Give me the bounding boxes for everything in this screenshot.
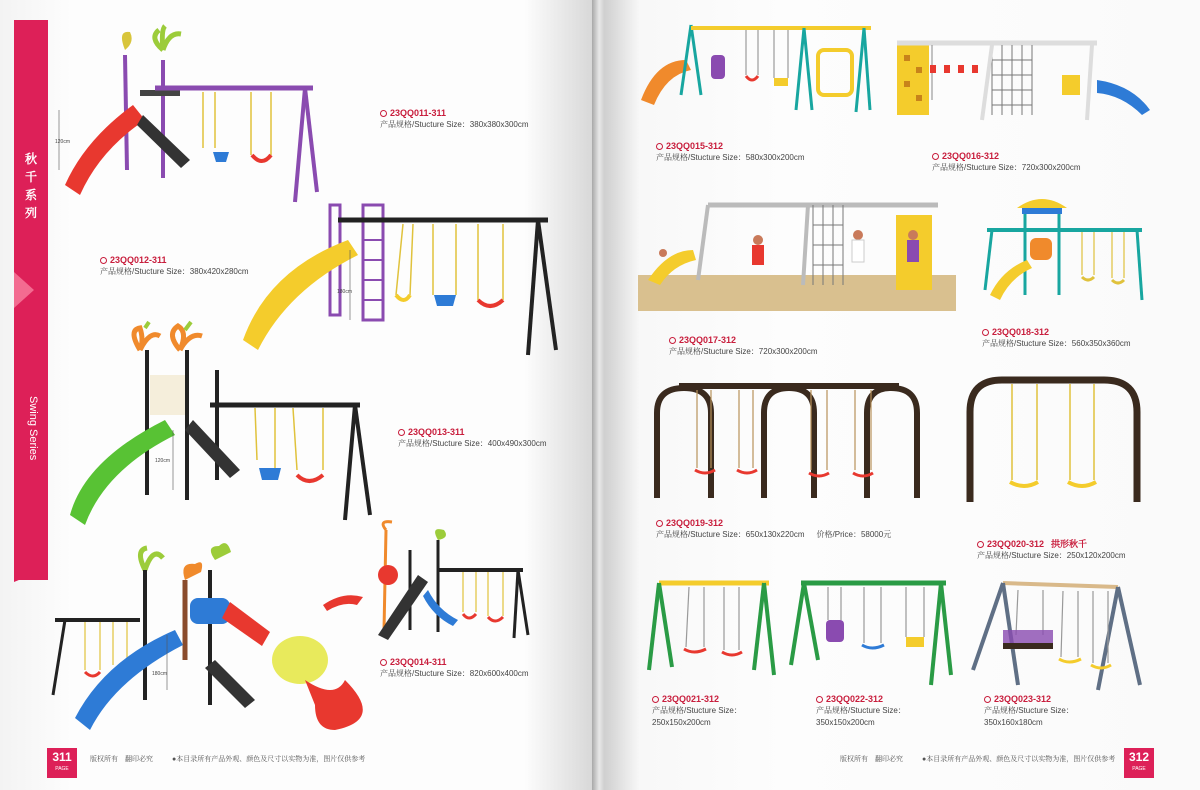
product-021-label: 23QQ021-312 产品规格/Stucture Size： 250x150x200cm <box>652 694 742 727</box>
bullet-icon <box>656 520 663 527</box>
product-015-image <box>636 20 876 120</box>
footer-notice-right: ●本目录所有产品外观、颜色及尺寸以实物为准，图片仅供参考 <box>922 756 1116 763</box>
page-number-left: 311 PAGE <box>47 748 77 778</box>
product-023-image <box>968 575 1148 695</box>
bullet-icon <box>380 110 387 117</box>
bullet-icon <box>398 429 405 436</box>
product-021-image <box>644 575 779 685</box>
product-016-label: 23QQ016-312 产品规格/Stucture Size：720x300x200cm <box>932 151 1081 172</box>
product-023-label: 23QQ023-312 产品规格/Stucture Size： 350x160x180cm <box>984 694 1074 727</box>
product-022-image <box>786 575 956 690</box>
right-page <box>604 0 1200 790</box>
footer-notice-left: ●本目录所有产品外观、颜色及尺寸以实物为准，图片仅供参考 <box>172 756 366 763</box>
dim-label: 180cm <box>152 671 168 677</box>
footer-rights-left: 版权所有 翻印必究 <box>90 756 153 763</box>
product-018-image <box>982 190 1148 305</box>
bullet-icon <box>652 696 659 703</box>
product-013-label: 23QQ013-311 产品规格/Stucture Size：400x490x300cm <box>398 427 547 448</box>
product-019-image <box>649 378 929 503</box>
side-band-arrow <box>14 568 48 582</box>
dim-label: 180cm <box>337 289 353 295</box>
product-012-label: 23QQ012-311 产品规格/Stucture Size：380x420x280cm <box>100 255 249 276</box>
side-band-notch <box>14 272 34 308</box>
bullet-icon <box>380 659 387 666</box>
product-011-image <box>55 20 325 210</box>
product-020-label: 23QQ020-312 拱形秋千 产品规格/Stucture Size：250x120x200cm <box>977 539 1126 560</box>
product-011-label: 23QQ011-311 产品规格/Stucture Size：380x380x300cm <box>380 108 529 129</box>
bullet-icon <box>932 153 939 160</box>
side-title-en: Swing Series <box>27 396 39 461</box>
product-014-image <box>45 540 400 735</box>
dim-label: 120cm <box>155 458 171 464</box>
product-014-label: 23QQ014-311 产品规格/Stucture Size：820x600x400cm <box>380 657 529 678</box>
product-015-label: 23QQ015-312 产品规格/Stucture Size：580x300x200cm <box>656 141 805 162</box>
page-number-right: 312 PAGE <box>1124 748 1154 778</box>
bullet-icon <box>100 257 107 264</box>
product-013-image <box>65 320 375 530</box>
footer-rights-right: 版权所有 翻印必究 <box>840 756 903 763</box>
side-title-cn: 秋千系列 <box>24 152 37 220</box>
product-016-image <box>892 35 1154 125</box>
product-017-label: 23QQ017-312 产品规格/Stucture Size：720x300x200cm <box>669 335 818 356</box>
left-page <box>0 0 596 790</box>
bullet-icon <box>669 337 676 344</box>
price: 价格/Price：58000元 <box>816 530 892 539</box>
product-018-label: 23QQ018-312 产品规格/Stucture Size：560x350x360cm <box>982 327 1131 348</box>
product-022-label: 23QQ022-312 产品规格/Stucture Size： 350x150x200cm <box>816 694 906 727</box>
bullet-icon <box>816 696 823 703</box>
bullet-icon <box>982 329 989 336</box>
bullet-icon <box>984 696 991 703</box>
bullet-icon <box>656 143 663 150</box>
dim-label: 120cm <box>55 139 71 145</box>
product-017-image <box>638 195 958 315</box>
bullet-icon <box>977 541 984 548</box>
product-020-image <box>962 372 1144 507</box>
product-019-label: 23QQ019-312 产品规格/Stucture Size：650x130x220cm 价格/Price：58000元 <box>656 518 892 539</box>
